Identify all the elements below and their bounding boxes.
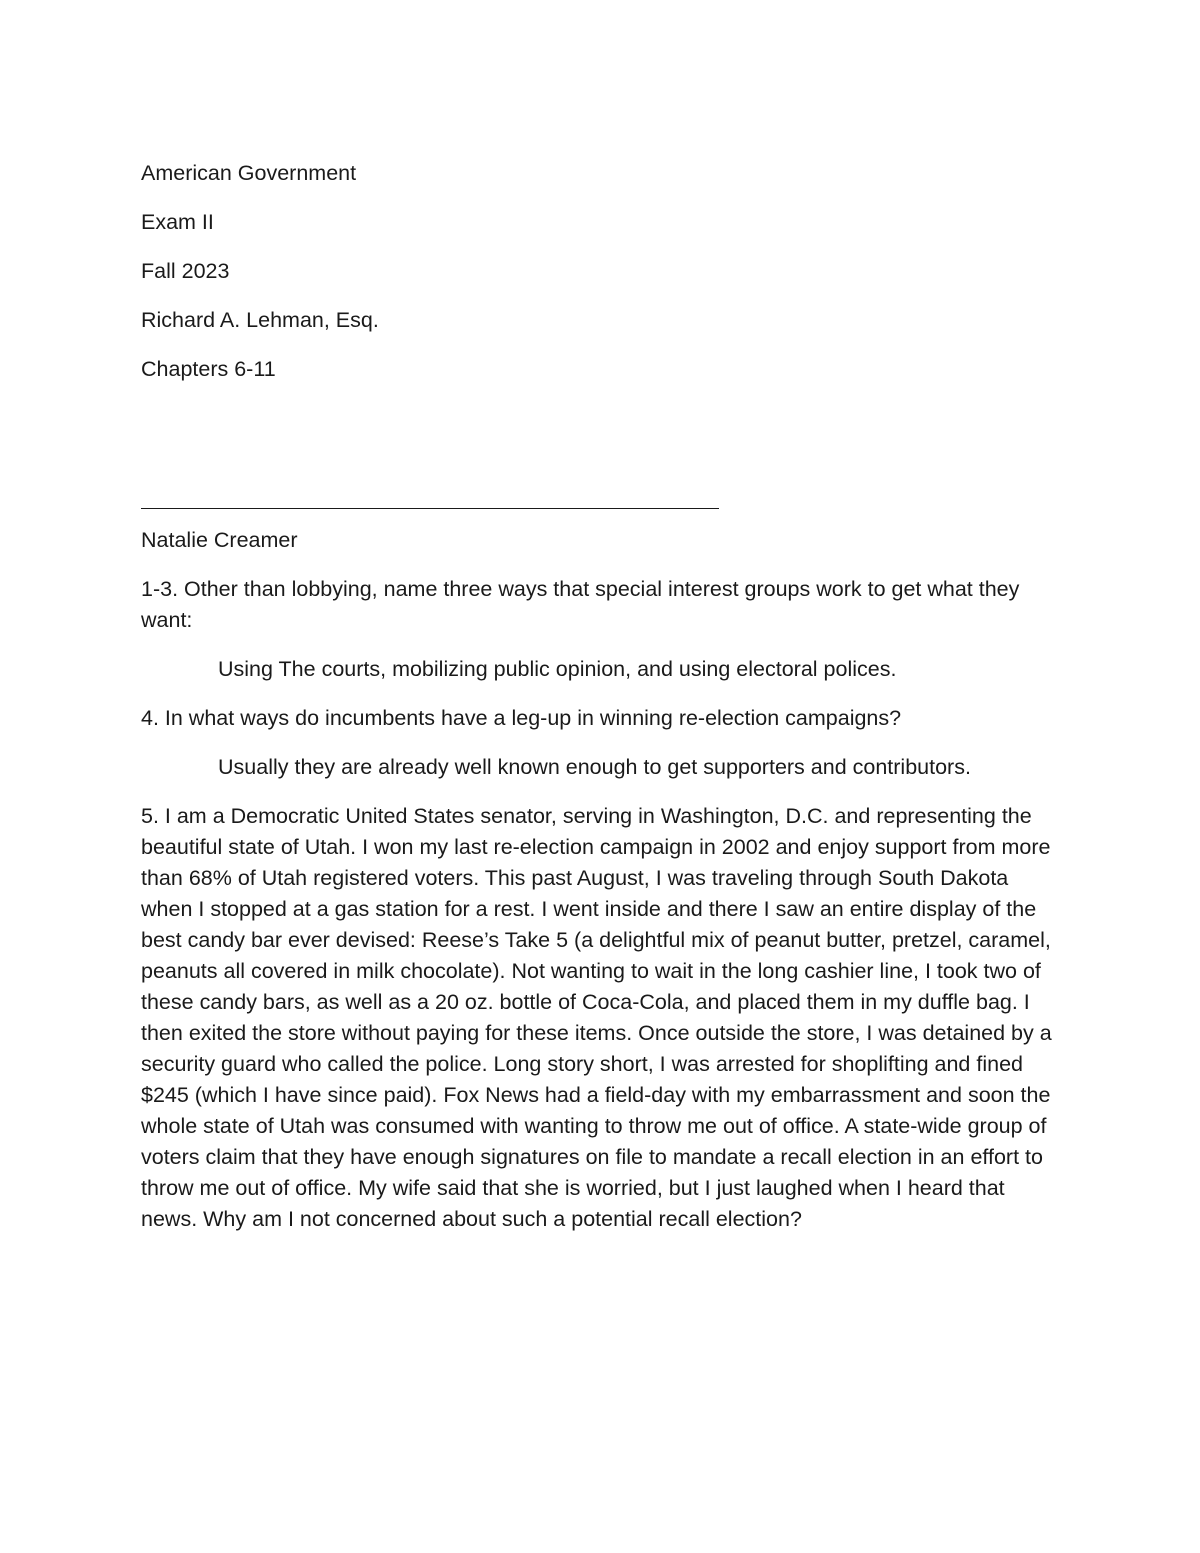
question-5: 5. I am a Democratic United States senator, serving in Washington, D.C. and representing the beautiful state of Utah. I won my last re-election campaign in 2002 and enjoy support from more than 68% of Utah registered voters. This past August, I was traveling through South Dakota when I stopped at a gas station for a rest. I went inside and there I saw an entire display of the best candy bar ever devised: Reese’s Take 5 (a delightful mix of peanut butter, pretzel, caramel, peanuts all covered in milk chocolate). Not wanting to wait in the long cashier line, I took two of these candy bars, as well as a 20 oz. bottle of Coca-Cola, and placed them in my duffle bag. I then exited the store without paying for these items. Once outside the store, I was detained by a security guard who called the police. Long story short, I was arrested for shoplifting and fined $245 (which I have since paid). Fox News had a field-day with my embarrassment and soon the whole state of Utah was consumed with wanting to throw me out of office. A state-wide group of voters claim that they have enough signatures on file to mandate a recall election in an effort to throw me out of office. My wife said that she is worried, but I just laughed when I heard that news. Why am I not concerned about such a potential recall election?: [141, 804, 1052, 1231]
document-body: [141, 158, 1061, 1235]
chapters-label: Chapters 6-11: [141, 357, 276, 381]
question-1-3: 1-3. Other than lobbying, name three ways that special interest groups work to get what they want:: [141, 577, 1020, 632]
exam-title: Exam II: [141, 210, 214, 234]
term-label: Fall 2023: [141, 259, 230, 283]
blank-space: [141, 403, 1061, 508]
instructor-name: Richard A. Lehman, Esq.: [141, 308, 379, 332]
answer-4: Usually they are already well known enough to get supporters and contributors.: [218, 755, 971, 779]
course-title: American Government: [141, 161, 357, 185]
student-name: Natalie Creamer: [141, 528, 298, 552]
name-line-divider: [141, 508, 719, 509]
question-4: 4. In what ways do incumbents have a leg-up in winning re-election campaigns?: [141, 706, 902, 730]
answer-1-3: Using The courts, mobilizing public opinion, and using electoral polices.: [218, 657, 897, 681]
